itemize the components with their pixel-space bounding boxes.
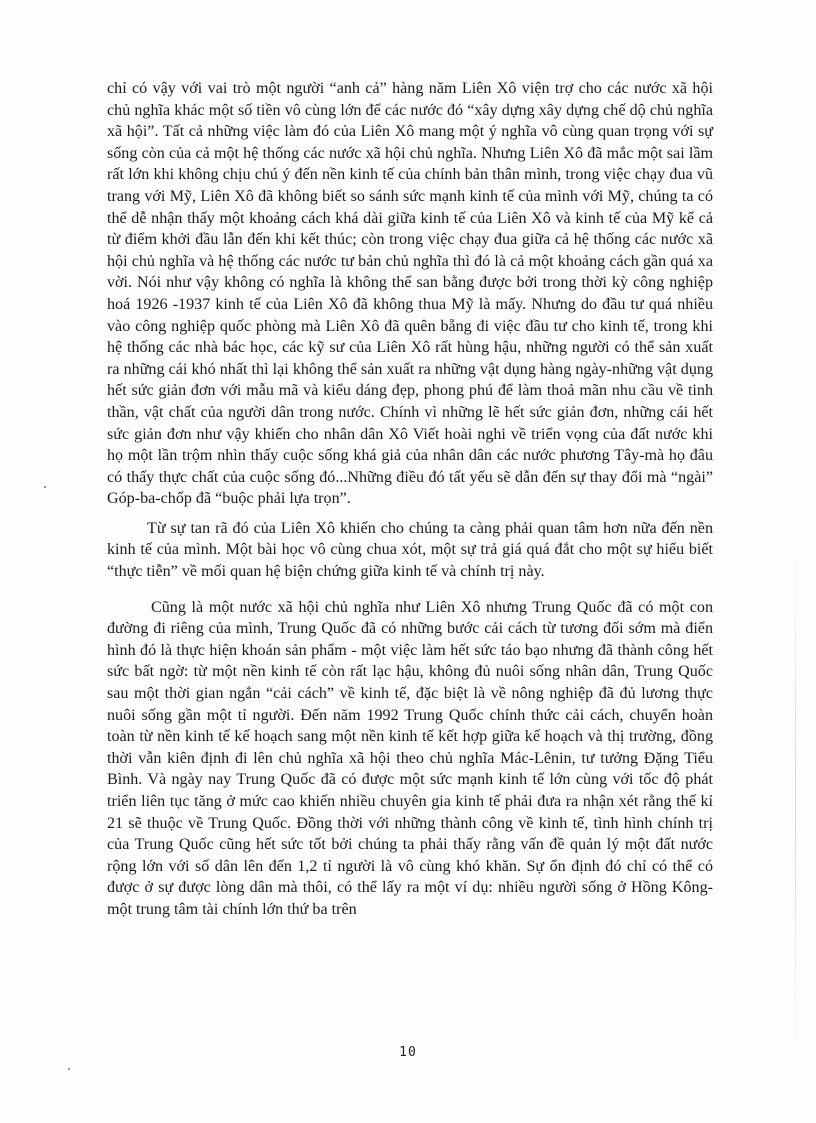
page-number: 10 xyxy=(399,1045,417,1060)
paragraph-1: chỉ có vậy với vai trò một người “anh cả” hàng năm Liên Xô viện trợ cho các nước xã hội chủ nghĩa khác một số tiền vô cùng lớn để các nước đó “xây dựng xây dựng chế dộ chủ nghĩa xã hội”. Tất cả những việc làm đó của Liên Xô mang một ý nghĩa vô cùng quan trọng với sự sống còn của cả một hệ thống các nước xã hội chủ nghĩa. Nhưng Liên Xô đã mắc một sai lầm rất lớn khi không chịu chú ý đến nền kinh tế của chính bản thân mình, trong việc chạy đua vũ trang với Mỹ, Liên Xô đã không biết so sánh sức mạnh kinh tế của mình với Mỹ, chúng ta có thể dễ nhận thấy một khoảng cách khá dài giữa kinh tế của Liên Xô và kinh tế của Mỹ kể cả từ điểm khởi đầu lẫn đến khi kết thúc; còn trong việc chạy đua giữa cả hệ thống các nước xã hội chủ nghĩa và hệ thống các nước tư bản chủ nghĩa thì đó là cả một khoảng cách gần quá xa vời. Nói như vậy không có nghĩa là không thể san bằng được bởi trong thời kỳ công nghiệp hoá 1926 -1937 kinh tế của Liên Xô đã không thua Mỹ là mấy. Nhưng do đầu tư quá nhiều vào công nghiệp quốc phòng mà Liên Xô đã quên bẵng đi việc đầu tư cho kinh tế, trong khi hệ thống các nhà bác học, các kỹ sư của Liên Xô rất hùng hậu, những người có thể sản xuất ra những cái khó nhất thì lại không thể sản xuất ra những vật dụng hàng ngày-những vật dụng hết sức giản đơn với mẫu mã và kiểu dáng đẹp, phong phú để làm thoả mãn nhu cầu về tinh thần, vật chất của người dân trong nước. Chính vì những lẽ hết sức giản đơn, những cái hết sức giản đơn như vậy khiến cho nhân dân Xô Viết hoài nghi về triển vọng của đất nước khi họ một lần trộm nhìn thấy cuộc sống khá giả của nhân dân các nước phương Tây-mà họ đâu có thấy thực chất của cuộc sống đó...Những điều đó tất yếu sẽ dẫn đến sự thay đổi mà “ngài” Góp-ba-chốp đã “buộc phải lựa trọn”. xyxy=(107,80,713,508)
paragraph-2: Từ sự tan rã đó của Liên Xô khiến cho chúng ta càng phải quan tâm hơn nữa đến nền kinh tế của mình. Một bài học vô cùng chua xót, một sự trả giá quá đắt cho một sự hiểu biết “thực tiễn” về mối quan hệ biện chứng giữa kinh tế và chính trị này. xyxy=(107,519,713,581)
scan-speck xyxy=(68,1068,70,1070)
scan-artifact-line xyxy=(795,540,796,1060)
paragraph-3: Cũng là một nước xã hội chủ nghĩa như Liên Xô nhưng Trung Quốc đã có một con đường đi riêng của mình, Trung Quốc đã có những bước cải cách từ tương đối sớm mà điển hình đó là thực hiện khoán sản phẩm - một việc làm hết sức táo bạo nhưng đã thành công hết sức bất ngờ: từ một nền kinh tế còn rất lạc hậu, không đủ nuôi sống nhân dân, Trung Quốc sau một thời gian ngắn “cải cách” về kinh tế, đặc biệt là về nông nghiệp đã đủ lương thực nuôi sống gần một tỉ người. Đến năm 1992 Trung Quốc chính thức cải cách, chuyển hoàn toàn từ nền kinh tế kế hoạch sang một nền kinh tế kết hợp giữa kế hoạch và thị trường, đồng thời vẫn kiên định đi lên chủ nghĩa xã hội theo chủ nghĩa Mác-Lênin, tư tưởng Đặng Tiểu Bình. Và ngày nay Trung Quốc đã có được một sức mạnh kinh tế lớn cùng với tốc độ phát triển liên tục tăng ở mức cao khiến nhiều chuyên gia kinh tế phải đưa ra nhận xét rằng thế kỉ 21 sẽ thuộc về Trung Quốc. Đồng thời với những thành công về kinh tế, tình hình chính trị của Trung Quốc cũng hết sức tốt bởi chúng ta phải thấy rằng vấn đề quản lý một đất nước rộng lớn với số dân lên đến 1,2 tỉ người là vô cùng khó khăn. Sự ổn định đó chỉ có thể có được ở sự được lòng dân mà thôi, có thể lấy ra một ví dụ: nhiều người sống ở Hồng Kông-một trung tâm tài chính lớn thứ ba trên xyxy=(107,598,713,918)
scan-speck xyxy=(44,486,46,488)
document-body xyxy=(107,78,713,929)
